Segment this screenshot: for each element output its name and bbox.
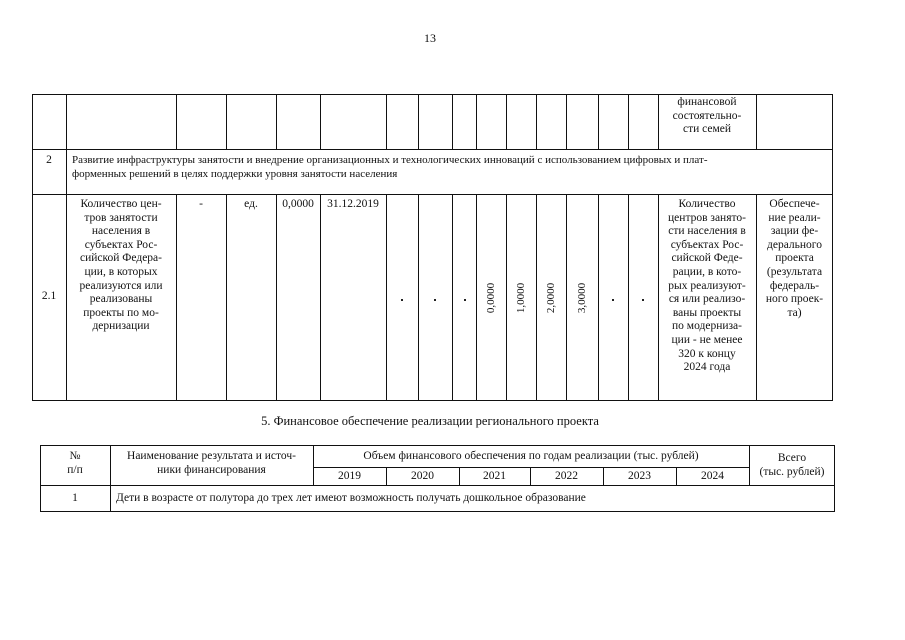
value-2022: 1,0000 xyxy=(515,282,527,314)
section-5-title: 5. Финансовое обеспечение реализации регионального проекта xyxy=(261,414,599,428)
empty-mark xyxy=(401,299,403,301)
top-row-indicator-text: финансовой состоятельно- сти семей xyxy=(672,96,742,136)
item-description: Количество центров занято- сти населения в субъектах Рос- сийской Феде- рации, в кото- рых реализуют- ся или реализо- ваны проекты по модерниза- ции - не менее 320 к концу 2024 года xyxy=(668,198,746,374)
item-type: - xyxy=(199,198,203,210)
value-2023: 2,0000 xyxy=(545,282,557,314)
year-2019: 2019 xyxy=(338,470,361,482)
col-total-header: Всего (тыс. рублей) xyxy=(759,452,825,478)
item-basis: Обеспече- ние реали- зации фе- дерального проекта (результата федераль- ного проек- та) xyxy=(765,198,824,319)
empty-mark xyxy=(612,299,614,301)
empty-mark xyxy=(434,299,436,301)
value-2024: 3,0000 xyxy=(576,282,588,314)
item-unit: ед. xyxy=(244,198,258,210)
page-number: 13 xyxy=(424,31,436,45)
year-2022: 2022 xyxy=(555,470,578,482)
section-title: Развитие инфраструктуры занятости и внедрение организационных и технологических инноваций с использованием цифровых и плат- форменных решений в целях поддержки уровня занятости населения xyxy=(72,154,708,180)
year-2023: 2023 xyxy=(628,470,651,482)
empty-mark xyxy=(464,299,466,301)
row-1-text: Дети в возрасте от полутора до трех лет имеют возможность получать дошкольное образование xyxy=(116,492,586,504)
col-name-header: Наименование результата и источ- ники финансирования xyxy=(127,450,296,476)
year-2021: 2021 xyxy=(483,470,506,482)
row-1-number: 1 xyxy=(72,492,78,504)
item-base-value: 0,0000 xyxy=(282,198,314,210)
item-name: Количество цен- тров занятости населения в субъектах Рос- сийской Федера- ции, в которых реализуются или реализованы проекты по мо- дернизации xyxy=(79,198,163,333)
col-number-header: № п/п xyxy=(67,450,83,476)
volume-header: Объем финансового обеспечения по годам реализации (тыс. рублей) xyxy=(363,450,699,462)
section-number: 2 xyxy=(46,154,52,166)
item-number: 2.1 xyxy=(41,290,57,302)
year-2020: 2020 xyxy=(411,470,434,482)
item-base-date: 31.12.2019 xyxy=(327,198,379,210)
empty-mark xyxy=(642,299,644,301)
year-2024: 2024 xyxy=(701,470,724,482)
value-2021: 0,0000 xyxy=(485,282,497,314)
